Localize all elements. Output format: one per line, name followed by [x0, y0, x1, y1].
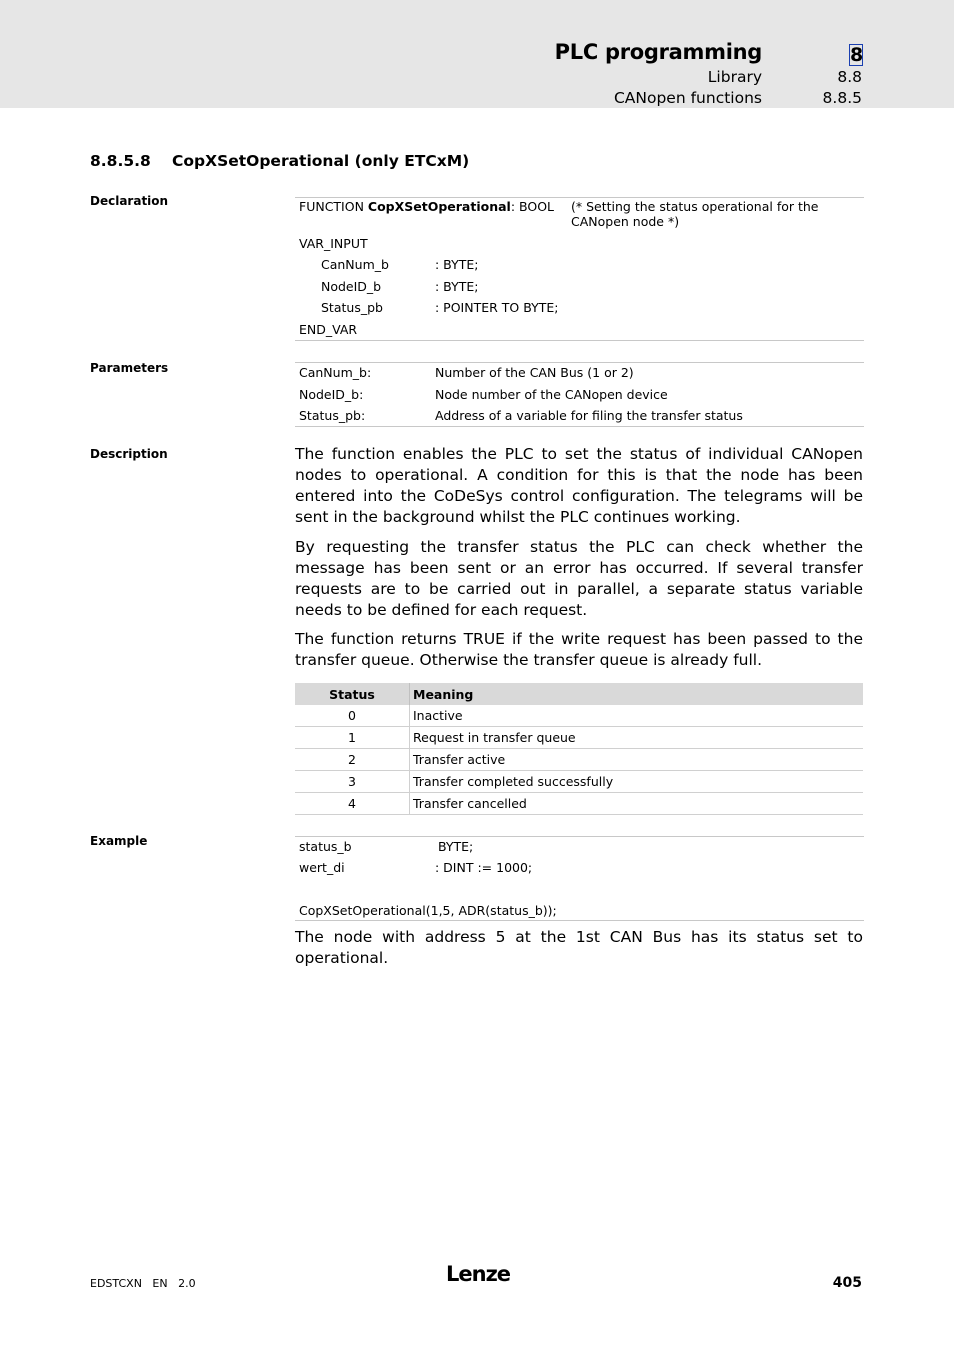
status-meaning-cell: Transfer cancelled: [410, 793, 864, 815]
header-sub1-number: 8.8: [837, 68, 862, 86]
example-var-name: wert_di: [299, 860, 345, 875]
description-paragraph: The function enables the PLC to set the status of individual CANopen nodes to operational. A condition for this is that the node has been entered into the CoDeSys control configuration. The telegrams will be sent in the background whilst the PLC continues working.: [295, 445, 863, 526]
var-name: NodeID_b: [321, 279, 382, 294]
var-input-keyword: VAR_INPUT: [299, 236, 368, 251]
end-var-keyword: END_VAR: [299, 322, 358, 337]
page-header: [0, 0, 954, 108]
header-title: PLC programming: [554, 40, 762, 64]
parameters-label: Parameters: [90, 361, 169, 375]
table-row: [295, 749, 863, 771]
column-header-meaning: Meaning: [410, 683, 864, 705]
status-code-cell: 0: [295, 705, 410, 727]
example-var-name: status_b: [299, 839, 352, 854]
declaration-bottom-rule: [295, 340, 864, 341]
page-number: 405: [832, 1275, 862, 1291]
function-comment-line1: (* Setting the status operational for the: [571, 199, 819, 214]
footer-document-id: EDSTCXN EN 2.0: [90, 1277, 196, 1290]
parameter-description: Address of a variable for filing the transfer status: [435, 408, 743, 423]
var-name: CanNum_b: [321, 257, 389, 272]
section-title: CopXSetOperational (only ETCxM): [172, 152, 470, 170]
table-header-row: [295, 683, 863, 705]
status-meaning-cell: Transfer active: [410, 749, 864, 771]
status-meaning-cell: Inactive: [410, 705, 864, 727]
lenze-logo: Lenze: [446, 1262, 511, 1286]
status-code-cell: 3: [295, 771, 410, 793]
chapter-number-badge[interactable]: 8: [850, 44, 864, 66]
declaration-label: Declaration: [90, 194, 169, 208]
header-sub2-number: 8.8.5: [822, 89, 862, 107]
var-type: : POINTER TO BYTE;: [435, 300, 559, 315]
table-row: [295, 727, 863, 749]
description-label: Description: [90, 447, 168, 461]
status-code-cell: 4: [295, 793, 410, 815]
status-meaning-cell: Request in transfer queue: [410, 727, 864, 749]
function-comment-line2: CANopen node *): [571, 214, 680, 229]
parameter-name: CanNum_b:: [299, 365, 372, 380]
header-sub2-label: CANopen functions: [613, 89, 762, 107]
status-meaning-cell: Transfer completed successfully: [410, 771, 864, 793]
status-code-cell: 1: [295, 727, 410, 749]
status-table: [295, 683, 863, 815]
example-var-type: BYTE;: [438, 839, 474, 854]
parameter-name: NodeID_b:: [299, 387, 364, 402]
function-name: CopXSetOperational: [367, 199, 511, 214]
column-header-status: Status: [295, 683, 410, 705]
var-type: : BYTE;: [435, 257, 479, 272]
var-type: : BYTE;: [435, 279, 479, 294]
header-sub1-label: Library: [707, 68, 762, 86]
table-row: [295, 793, 863, 815]
example-result-text: The node with address 5 at the 1st CAN Bus has its status set to operational.: [295, 928, 863, 967]
example-var-type: : DINT := 1000;: [435, 860, 533, 875]
parameter-description: Number of the CAN Bus (1 or 2): [435, 365, 634, 380]
example-label: Example: [90, 834, 148, 848]
table-row: [295, 705, 863, 727]
description-paragraph: By requesting the transfer status the PLC can check whether the message has been sent or an error has occurred. If several transfer requests are to be carried out in parallel, a separate status variable needs to be defined for each request.: [295, 538, 863, 619]
example-top-rule: [295, 836, 864, 837]
section-number: 8.8.5.8: [90, 152, 151, 170]
function-return-type: : BOOL: [510, 199, 555, 214]
description-paragraph: The function returns TRUE if the write request has been passed to the transfer queue. Otherwise the transfer queue is already full.: [295, 630, 863, 669]
example-bottom-rule: [295, 920, 864, 921]
var-name: Status_pb: [321, 300, 383, 315]
example-call: CopXSetOperational(1,5, ADR(status_b));: [299, 903, 557, 918]
declaration-top-rule: [295, 197, 864, 198]
table-row: [295, 771, 863, 793]
function-keyword: FUNCTION: [299, 199, 368, 214]
parameter-description: Node number of the CANopen device: [435, 387, 668, 402]
parameters-top-rule: [295, 362, 864, 363]
parameters-bottom-rule: [295, 426, 864, 427]
status-code-cell: 2: [295, 749, 410, 771]
parameter-name: Status_pb:: [299, 408, 366, 423]
function-signature: [299, 199, 554, 214]
